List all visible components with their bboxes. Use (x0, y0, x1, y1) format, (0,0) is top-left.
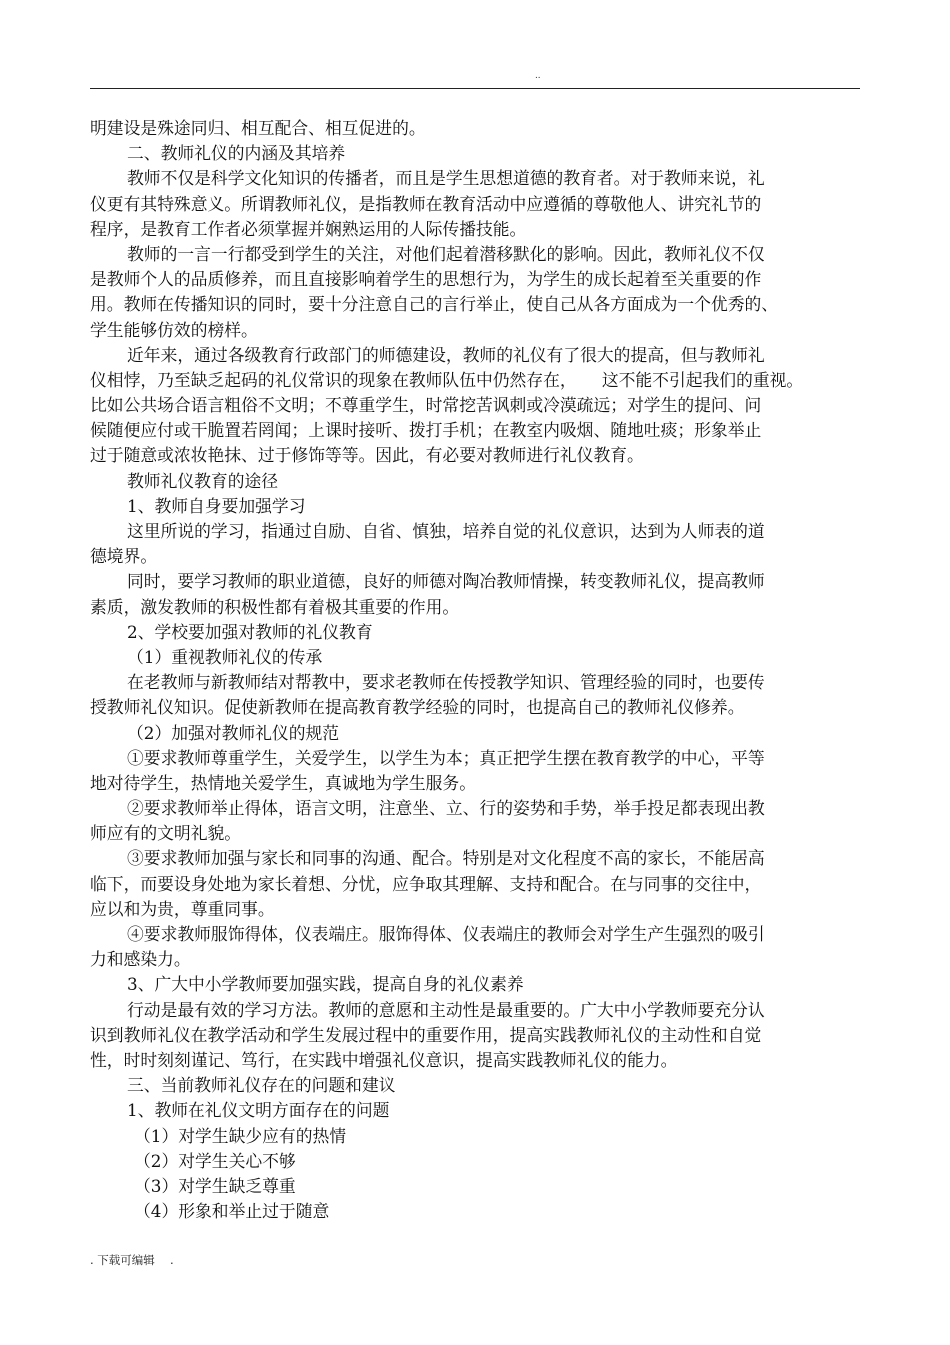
document-body (90, 116, 860, 1224)
text-line: 仪相悖，乃至缺乏起码的礼仪常识的现象在教师队伍中仍然存在， 这不能不引起我们的重视。 (90, 369, 804, 390)
header-rule (90, 88, 860, 89)
list-item: （1）对学生缺少应有的热情 (134, 1125, 347, 1146)
text-line: 临下，而要设身处地为家长着想、分忧，应争取其理解、支持和配合。在与同事的交往中， (90, 873, 762, 894)
text-line: 用。教师在传播知识的同时，要十分注意自己的言行举止，使自己从各方面成为一个优秀的、 (90, 294, 779, 315)
text-line: 过于随意或浓妆艳抹、过于修饰等等。因此，有必要对教师进行礼仪教育。 (90, 445, 644, 466)
text-line: 明建设是殊途同归、相互配合、相互促进的。 (90, 118, 426, 138)
text-line: 学生能够仿效的榜样。 (90, 319, 258, 340)
text-line: 比如公共场合语言粗俗不文明；不尊重学生，时常挖苦讽刺或冷漠疏远；对学生的提问、问 (90, 395, 762, 416)
text-line: 地对待学生，热情地关爱学生，真诚地为学生服务。 (90, 772, 476, 793)
subsection-heading: 2、学校要加强对教师的礼仪教育 (127, 621, 373, 642)
text-line: ①要求教师尊重学生，关爱学生，以学生为本；真正把学生摆在教育教学的中心，平等 (127, 747, 765, 768)
list-item: （3）对学生缺乏尊重 (134, 1175, 296, 1196)
list-item: （2）对学生关心不够 (134, 1150, 296, 1171)
section-heading: 二、教师礼仪的内涵及其培养 (127, 143, 346, 164)
text-line: 近年来，通过各级教育行政部门的师德建设，教师的礼仪有了很大的提高，但与教师礼 (127, 344, 765, 365)
text-line: 素质，激发教师的积极性都有着极其重要的作用。 (90, 596, 460, 617)
text-line: ③要求教师加强与家长和同事的沟通、配合。特别是对文化程度不高的家长，不能居高 (127, 848, 765, 869)
text-line: 识到教师礼仪在教学活动和学生发展过程中的重要作用，提高实践教师礼仪的主动性和自觉 (90, 1024, 762, 1045)
text-line: 仪更有其特殊意义。所谓教师礼仪，是指教师在教育活动中应遵循的尊敬他人、讲究礼节的 (90, 193, 762, 214)
text-line: 德境界。 (90, 546, 158, 567)
text-line: 这里所说的学习，指通过自励、自省、慎独，培养自觉的礼仪意识，达到为人师表的道 (127, 521, 765, 541)
list-item-heading: （2）加强对教师礼仪的规范 (127, 722, 340, 743)
text-line: 教师的一言一行都受到学生的关注，对他们起着潜移默化的影响。因此，教师礼仪不仅 (127, 243, 765, 264)
header-mark: .. (535, 70, 541, 81)
text-line: ②要求教师举止得体，语言文明，注意坐、立、行的姿势和手势，举手投足都表现出教 (127, 798, 765, 819)
text-line: 力和感染力。 (90, 949, 191, 970)
text-line: 性，时时刻刻谨记、笃行，在实践中增强礼仪意识，提高实践教师礼仪的能力。 (90, 1049, 678, 1070)
text-line: ④要求教师服饰得体，仪表端庄。服饰得体、仪表端庄的教师会对学生产生强烈的吸引 (127, 924, 765, 944)
text-line: 同时，要学习教师的职业道德，良好的师德对陶冶教师情操，转变教师礼仪，提高教师 (127, 571, 765, 592)
text-line: 候随便应付或干脆置若罔闻；上课时接听、拨打手机；在教室内吸烟、随地吐痰；形象举止 (90, 420, 762, 441)
text-line: 教师不仅是科学文化知识的传播者，而且是学生思想道德的教育者。对于教师来说，礼 (127, 168, 765, 189)
text-line: 行动是最有效的学习方法。教师的意愿和主动性是最重要的。广大中小学教师要充分认 (127, 999, 765, 1020)
subsection-heading: 3、广大中小学教师要加强实践，提高自身的礼仪素养 (127, 974, 524, 995)
footer-text: . 下载可编辑 . (90, 1253, 174, 1267)
text-line: 应以和为贵，尊重同事。 (90, 898, 275, 919)
text-line: 是教师个人的品质修养，而且直接影响着学生的思想行为，为学生的成长起着至关重要的作 (90, 269, 762, 290)
text-line: 授教师礼仪知识。促使新教师在提高教育教学经验的同时，也提高自己的教师礼仪修养。 (90, 697, 745, 718)
section-heading: 教师礼仪教育的途径 (127, 470, 279, 491)
list-item-heading: （1）重视教师礼仪的传承 (127, 646, 323, 667)
text-line: 在老教师与新教师结对帮教中，要求老教师在传授教学知识、管理经验的同时，也要传 (127, 672, 765, 693)
subsection-heading: 1、教师在礼仪文明方面存在的问题 (127, 1100, 390, 1121)
text-line: 师应有的文明礼貌。 (90, 823, 242, 844)
section-heading: 三、当前教师礼仪存在的问题和建议 (127, 1075, 396, 1096)
subsection-heading: 1、教师自身要加强学习 (127, 495, 306, 516)
text-line: 程序，是教育工作者必须掌握并娴熟运用的人际传播技能。 (90, 218, 527, 239)
list-item: （4）形象和举止过于随意 (134, 1201, 330, 1222)
